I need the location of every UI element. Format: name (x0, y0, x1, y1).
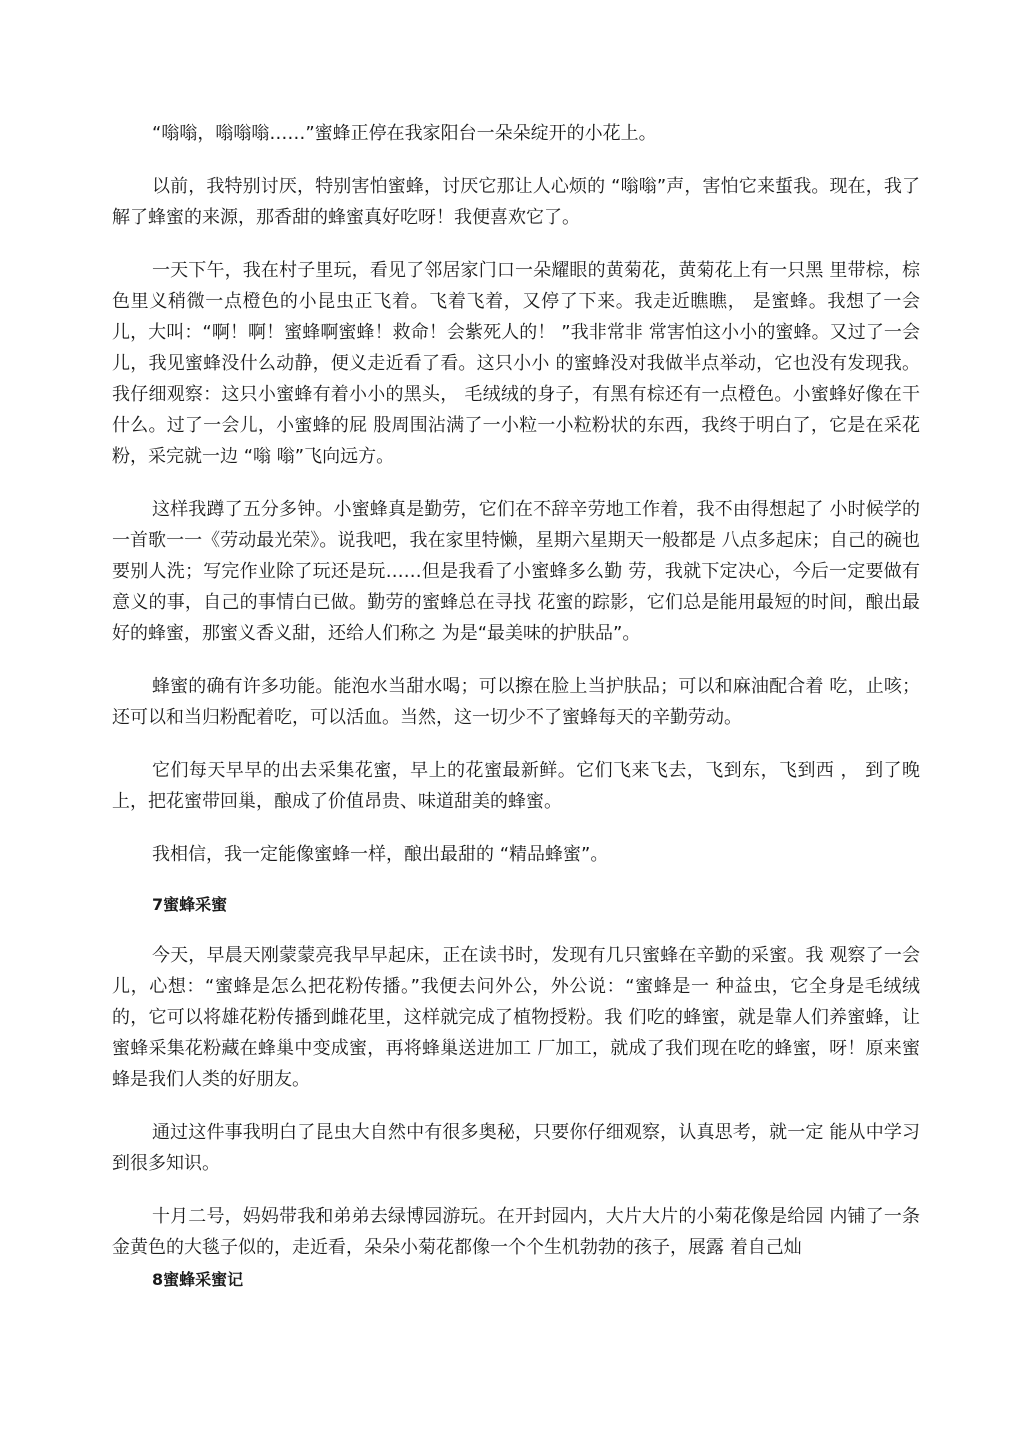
section-heading-7: 7蜜蜂采蜜 (152, 895, 228, 914)
paragraph-8: 今天，早晨天刚蒙蒙亮我早早起床，正在读书时，发现有几只蜜蜂在辛勤的采蜜。我 观察了一会儿，心想：“蜜蜂是怎么把花粉传播。”我便去问外公，外公说：“蜜蜂是一 种益虫，它全身是毛绒绒的，它可以将雄花粉传播到雌花里，这样就完成了植物授粉。我 们吃的蜂蜜，就是靠人们养蜜蜂，让蜜蜂采集花粉藏在蜂巢中变成蜜，再将蜂巢送进加工 厂加工，就成了我们现在吃的蜂蜜，呀！原来蜜蜂是我们人类的好朋友。 (112, 945, 920, 1090)
paragraph-1: “嗡嗡，嗡嗡嗡……”蜜蜂正停在我家阳台一朵朵绽开的小花上。 (152, 123, 657, 144)
paragraph-6: 它们每天早早的出去采集花蜜，早上的花蜜最新鲜。它们飞来飞去，飞到东，飞到西 ， 到了晚上，把花蜜带回巢，酿成了价值昂贵、味道甜美的蜂蜜。 (112, 760, 920, 812)
paragraph-4: 这样我蹲了五分多钟。小蜜蜂真是勤劳，它们在不辞辛劳地工作着，我不由得想起了 小时候学的一首歌一一《劳动最光荣》。说我吧，我在家里特懒，星期六星期天一般都是 八点多起床；自己的碗也要别人洗；写完作业除了玩还是玩……但是我看了小蜜蜂多么勤 劳，我就下定决心，今后一定要做有意义的事，自己的事情白已做。勤劳的蜜蜂总在寻找 花蜜的踪影，它们总是能用最短的时间，酿出最好的蜂蜜，那蜜义香义甜，还给人们称之 为是“最美味的护肤品”。 (112, 499, 920, 644)
document-page (112, 118, 920, 1315)
paragraph-9: 通过这件事我明白了昆虫大自然中有很多奥秘，只要你仔细观察，认真思考，就一定 能从中学习到很多知识。 (112, 1122, 920, 1174)
section-heading-8: 8蜜蜂采蜜记 (152, 1270, 244, 1289)
paragraph-3: 一天下午，我在村子里玩，看见了邻居家门口一朵耀眼的黄菊花，黄菊花上有一只黑 里带棕，棕色里义稍微一点橙色的小昆虫正飞着。飞着飞着，又停了下来。我走近瞧瞧， 是蜜蜂。我想了一会儿，大叫：“啊！啊！蜜蜂啊蜜蜂！救命！会紫死人的！ ”我非常非 常害怕这小小的蜜蜂。又过了一会儿，我见蜜蜂没什么动静，便义走近看了看。这只小小 的蜜蜂没对我做半点举动，它也没有发现我。 我仔细观察：这只小蜜蜂有着小小的黑头， 毛绒绒的身子，有黑有棕还有一点橙色。小蜜蜂好像在干什么。过了一会儿，小蜜蜂的屁 股周围沾满了一小粒一小粒粉状的东西，我终于明白了，它是在采花粉，采完就一边 “嗡 嗡”飞向远方。 (112, 260, 920, 467)
paragraph-2: 以前，我特别讨厌，特别害怕蜜蜂，讨厌它那让人心烦的 “嗡嗡”声，害怕它来蜇我。现在，我了解了蜂蜜的来源，那香甜的蜂蜜真好吃呀！我便喜欢它了。 (112, 176, 920, 228)
paragraph-5: 蜂蜜的确有许多功能。能泡水当甜水喝；可以擦在脸上当护肤品；可以和麻油配合着 吃，止咳；还可以和当归粉配着吃，可以活血。当然，这一切少不了蜜蜂每天的辛勤劳动。 (112, 676, 920, 728)
paragraph-7: 我相信，我一定能像蜜蜂一样，酿出最甜的 “精品蜂蜜”。 (152, 844, 609, 865)
paragraph-10: 十月二号，妈妈带我和弟弟去绿博园游玩。在开封园内，大片大片的小菊花像是给园 内铺了一条金黄色的大毯子似的，走近看，朵朵小菊花都像一个个生机勃勃的孩子，展露 着自己灿 (112, 1206, 920, 1258)
